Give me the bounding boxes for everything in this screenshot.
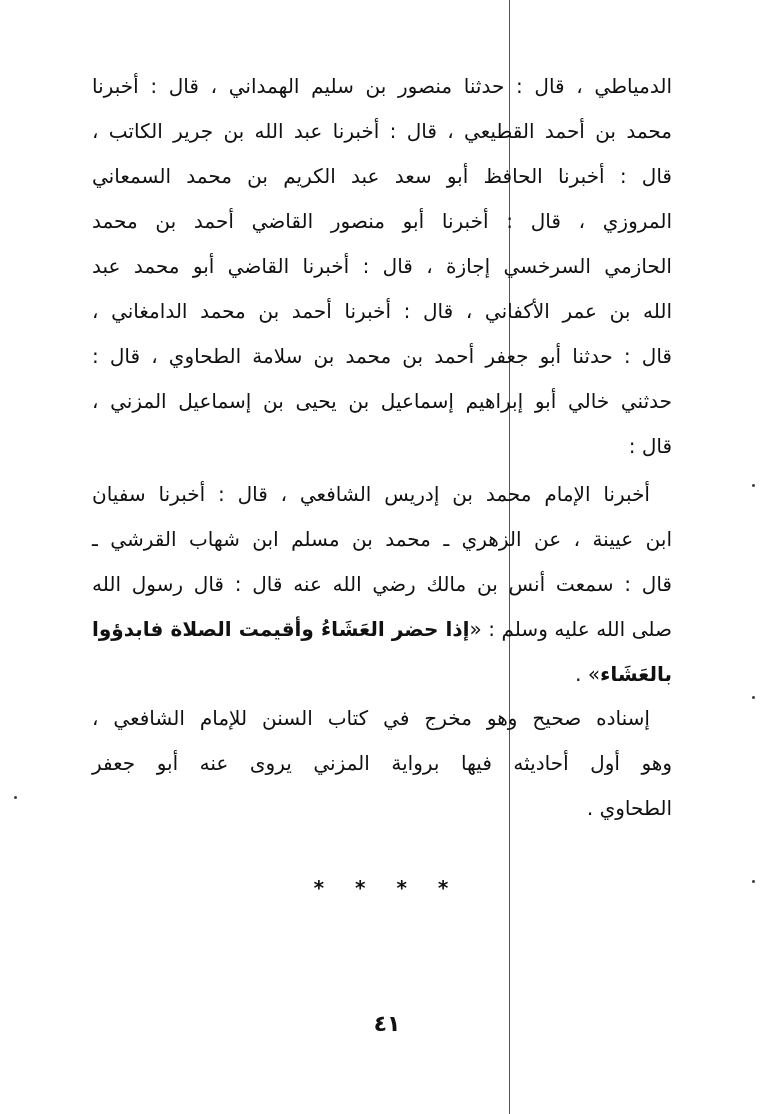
paragraph-hadith xyxy=(92,472,672,697)
page-number: ٤١ xyxy=(373,1012,401,1037)
text-line: الدمياطي ، قال : حدثنا منصور بن سليم الهمداني ، قال : أخبرنا xyxy=(92,74,672,98)
hadith-suffix: » . xyxy=(575,662,601,686)
text-line: الله بن عمر الأكفاني ، قال : أخبرنا أحمد بن محمد الدامغاني ، xyxy=(92,299,672,323)
hadith-matn: إذا حضر العَشَاءُ وأقيمت الصلاة فابدؤوا xyxy=(92,617,470,641)
scan-speck xyxy=(14,796,17,799)
text-line: الحازمي السرخسي إجازة ، قال : أخبرنا القاضي أبو محمد عبد xyxy=(92,254,672,278)
hadith-matn-end: بالعَشَاء xyxy=(600,662,672,686)
hadith-line-end xyxy=(92,652,672,697)
text-line: محمد بن أحمد القطيعي ، قال : أخبرنا عبد الله بن جرير الكاتب ، xyxy=(92,119,672,143)
section-separator: * * * * xyxy=(313,876,461,900)
text-line: أخبرنا الإمام محمد بن إدريس الشافعي ، قال : أخبرنا سفيان xyxy=(92,482,650,506)
text-line: قال : حدثنا أبو جعفر أحمد بن محمد بن سلامة الطحاوي ، قال : xyxy=(92,344,672,368)
text-line: قال : سمعت أنس بن مالك رضي الله عنه قال : قال رسول الله xyxy=(92,572,672,596)
text-line: قال : أخبرنا الحافظ أبو سعد عبد الكريم بن محمد السمعاني xyxy=(92,164,672,188)
hadith-line xyxy=(92,607,672,652)
text-line: حدثني خالي أبو إبراهيم إسماعيل بن يحيى بن إسماعيل المزني ، xyxy=(92,389,672,413)
paragraph-isnad xyxy=(92,64,672,469)
text-line: الطحاوي . xyxy=(586,796,672,820)
scan-speck xyxy=(752,484,755,487)
hadith-prefix: صلى الله عليه وسلم : « xyxy=(469,617,672,641)
text-line: وهو أول أحاديثه فيها برواية المزني يروى عنه أبو جعفر xyxy=(92,751,672,775)
text-line: ابن عيينة ، عن الزهري ـ محمد بن مسلم ابن شهاب القرشي ـ xyxy=(92,527,672,551)
text-line: قال : xyxy=(628,434,672,458)
text-line: إسناده صحيح وهو مخرج في كتاب السنن للإمام الشافعي ، xyxy=(92,706,650,730)
scan-speck xyxy=(752,880,755,883)
text-line: المروزي ، قال : أخبرنا أبو منصور القاضي أحمد بن محمد xyxy=(92,209,672,233)
paragraph-commentary xyxy=(92,696,672,831)
scan-speck xyxy=(752,696,755,699)
